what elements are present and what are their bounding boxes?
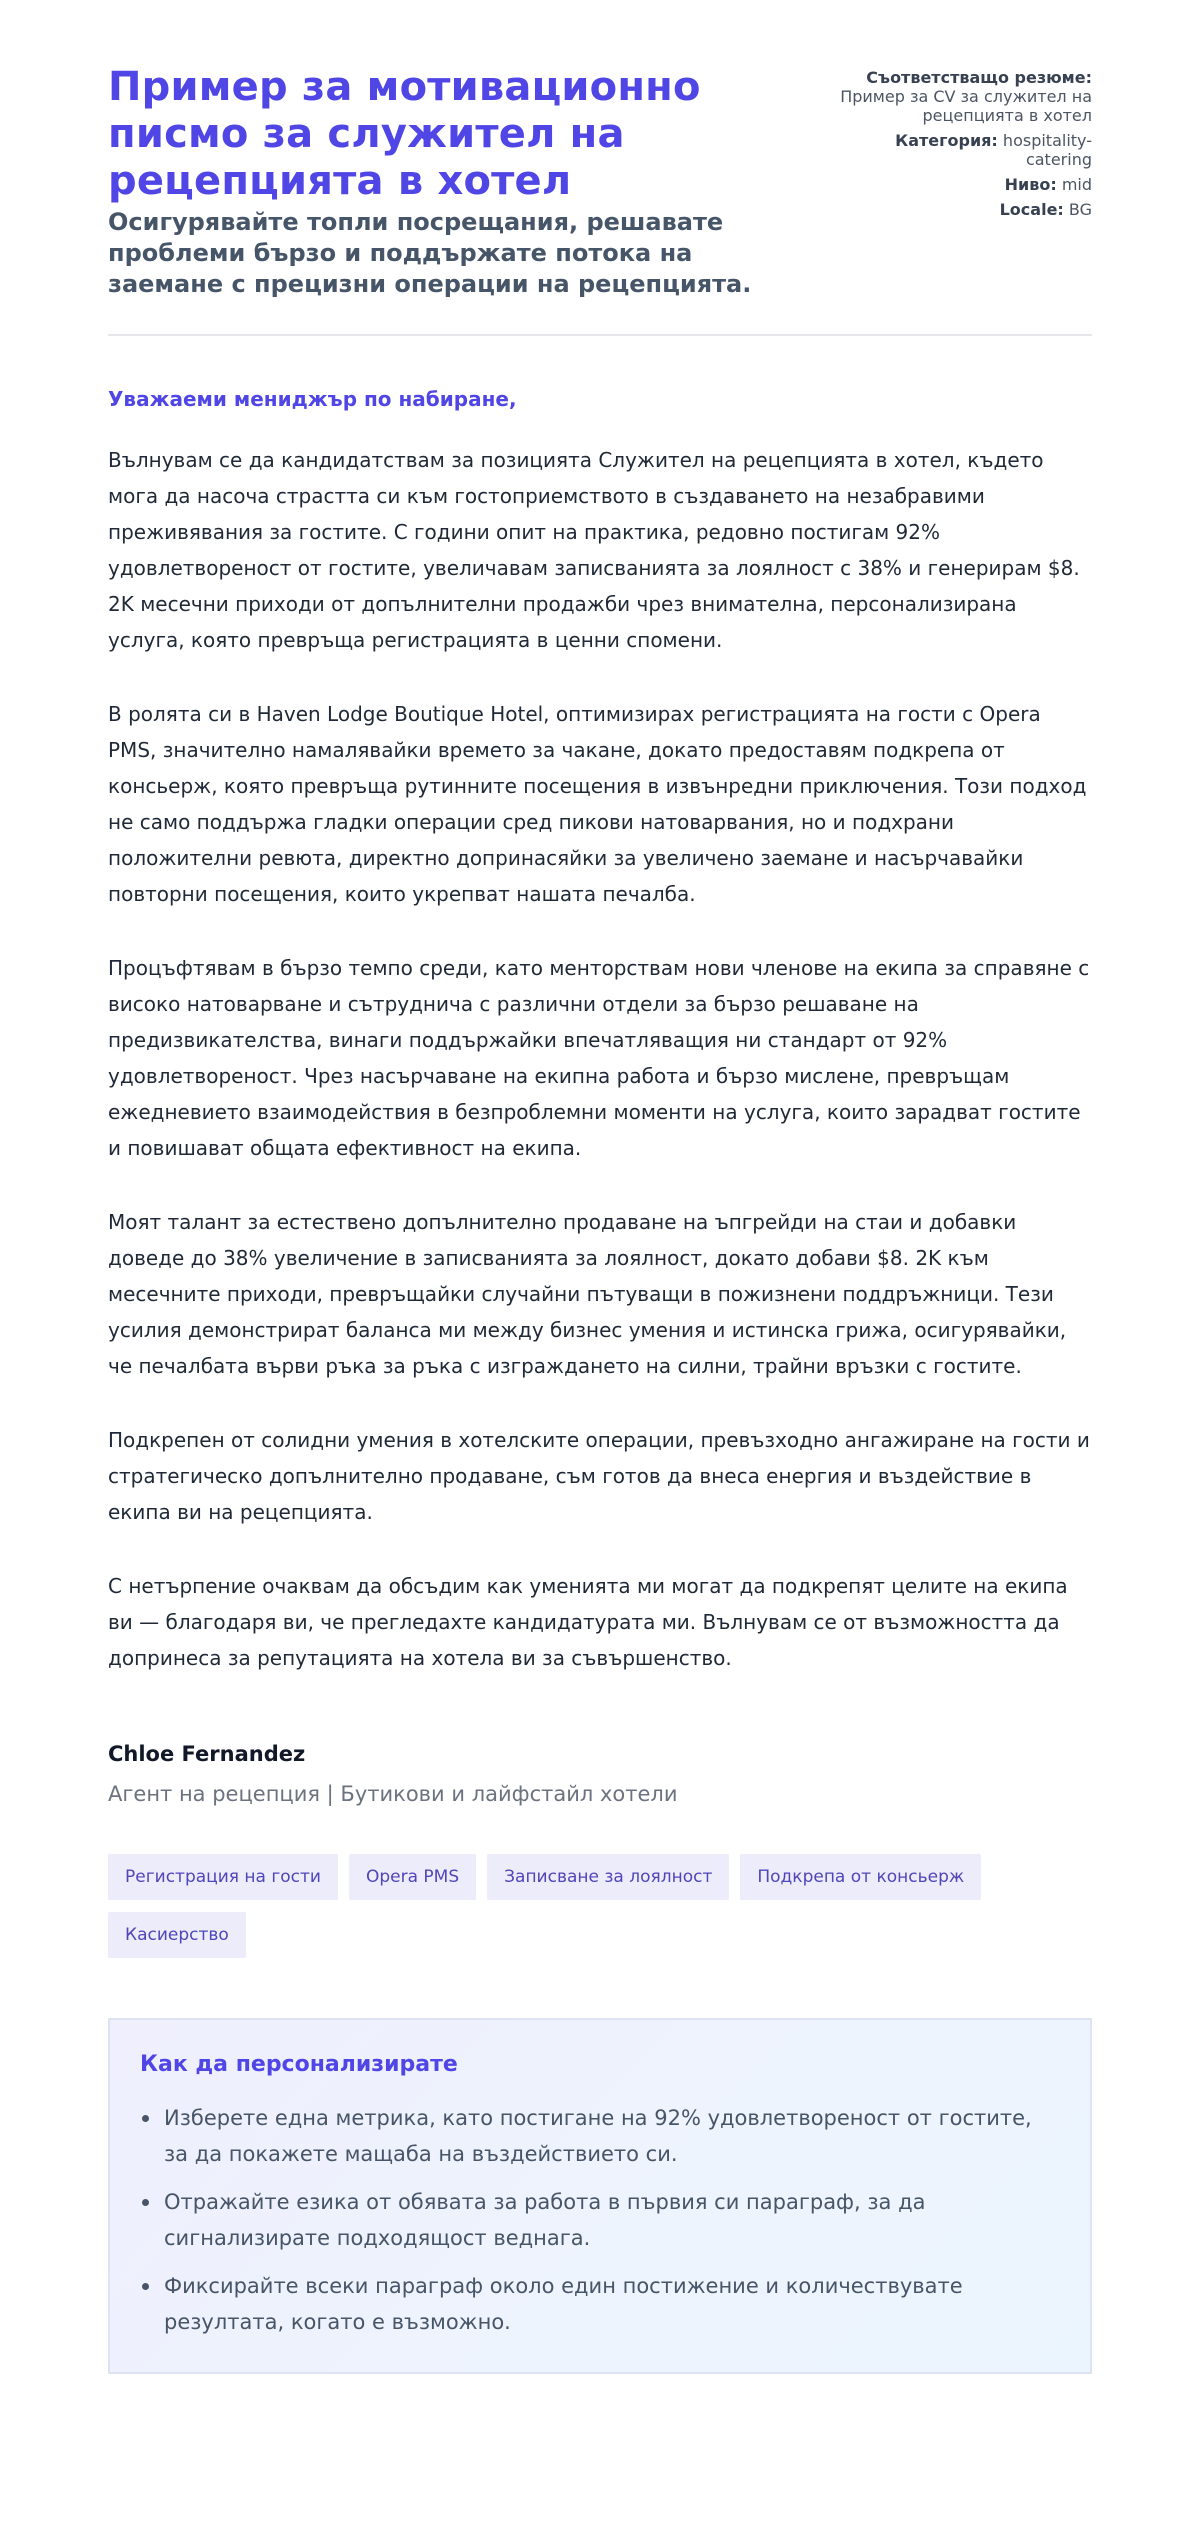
bullet-icon: [142, 2115, 149, 2122]
meta-resume-value[interactable]: Пример за CV за служител на рецепцията в хотел: [840, 87, 1092, 125]
letter-paragraph: В ролята си в Haven Lodge Boutique Hotel, оптимизирах регистрацията на гости с Opera PMS, значително намалявайки времето за чакане, докато предоставям подкрепа от консьерж, която превръща рутинните посещения в извънредни приключения. Този подход не само поддържа гладки операции сред пикови натоварвания, но и подхрани положителни ревюта, директно допринасяйки за увеличено заемане и насърчавайки повторни посещения, които укрепват нашата печалба.: [108, 702, 1087, 906]
meta-resume-label: Съответстващо резюме:: [866, 68, 1092, 87]
tips-list: [140, 2100, 1060, 2340]
letter-body: [108, 386, 1092, 1676]
page-subtitle: Осигурявайте топли посрещания, решавате проблеми бързо и поддържате потока на заемане с прецизни операции на рецепцията.: [108, 208, 752, 298]
tips-item-text: Фиксирайте всеки параграф около един постижение и количествувате резултата, когато е възможно.: [164, 2274, 963, 2334]
meta-resume: [832, 68, 1092, 125]
meta-panel: [832, 64, 1092, 225]
skill-tag: Opera PMS: [349, 1854, 476, 1900]
letter-paragraph: Процъфтявам в бързо темпо среди, като менторствам нови членове на екипа за справяне с високо натоварване и сътруднича с различни отдели за бързо решаване на предизвикателства, винаги поддържайки впечатляващия ни стандарт от 92% удовлетвореност. Чрез насърчаване на екипна работа и бързо мислене, превръщам ежедневието взаимодействия в безпроблемни моменти на услуга, които зарадват гостите и повишават общата ефективност на екипа.: [108, 956, 1090, 1160]
page-title: Пример за мотивационно писмо за служител на рецепцията в хотел: [108, 64, 701, 204]
meta-level-value: mid: [1061, 175, 1092, 194]
tips-list-item: [140, 2268, 1060, 2340]
tips-title: Как да персонализирате: [140, 2052, 458, 2077]
letter-paragraph: С нетърпение очаквам да обсъдим как уменията ми могат да подкрепят целите на екипа ви — благодаря ви, че прегледахте кандидатурата ми. Вълнувам се от възможността да допринеса за репутацията на хотела ви за съвършенство.: [108, 1574, 1068, 1670]
skill-tag: Записване за лоялност: [487, 1854, 729, 1900]
tips-list-item: [140, 2100, 1060, 2172]
meta-category-label: Категория:: [895, 131, 998, 150]
meta-level: [832, 175, 1092, 194]
skill-tag: Регистрация на гости: [108, 1854, 338, 1900]
signature-name: Chloe Fernandez: [108, 1742, 306, 1766]
letter-paragraph: Моят талант за естествено допълнително продаване на ъпгрейди на стаи и добавки доведе до 38% увеличение в записванията за лоялност, докато добави $8. 2K към месечните приходи, превръщайки случайни пътуващи в пожизнени поддръжници. Тези усилия демонстрират баланса ми между бизнес умения и истинска грижа, осигурявайки, че печалбата върви ръка за ръка с изграждането на силни, трайни връзки с гостите.: [108, 1210, 1067, 1378]
skill-tag: Подкрепа от консьерж: [740, 1854, 981, 1900]
meta-category-value: hospitality-catering: [1002, 131, 1092, 169]
skill-tag: Касиерство: [108, 1912, 246, 1958]
salutation: Уважаеми мениджър по набиране,: [108, 387, 517, 411]
tips-item-text: Отражайте езика от обявата за работа в първия си параграф, за да сигнализирате подходящост веднага.: [164, 2190, 926, 2250]
signature-title: Агент на рецепция | Бутикови и лайфстайл хотели: [108, 1782, 678, 1806]
page-header: [108, 64, 1092, 336]
letter-paragraph: Подкрепен от солидни умения в хотелските операции, превъзходно ангажиране на гости и стратегическо допълнително продаване, съм готов да внеса енергия и въздействие в екипа ви на рецепцията.: [108, 1428, 1090, 1524]
header-titles: [108, 64, 808, 300]
meta-locale: [832, 200, 1092, 219]
bullet-icon: [142, 2283, 149, 2290]
meta-level-label: Ниво:: [1004, 175, 1057, 194]
tips-list-item: [140, 2184, 1060, 2256]
meta-category: [832, 131, 1092, 169]
skill-tags: [108, 1854, 1108, 1958]
meta-locale-label: Locale:: [999, 200, 1064, 219]
meta-locale-value: BG: [1068, 200, 1092, 219]
personalize-tips-box: [108, 2018, 1092, 2374]
letter-paragraph: Вълнувам се да кандидатствам за позицията Служител на рецепцията в хотел, където мога да насоча страстта си към гостоприемството в създаването на незабравими преживявания за гостите. С години опит на практика, редовно постигам 92% удовлетвореност от гостите, увеличавам записванията за лоялност с 38% и генерирам $8. 2K месечни приходи от допълнителни продажби чрез внимателна, персонализирана услуга, която превръща регистрацията в ценни спомени.: [108, 448, 1080, 652]
bullet-icon: [142, 2199, 149, 2206]
tips-item-text: Изберете една метрика, като постигане на 92% удовлетвореност от гостите, за да покажете мащаба на въздействието си.: [164, 2106, 1032, 2166]
signature: [108, 1740, 1092, 1808]
